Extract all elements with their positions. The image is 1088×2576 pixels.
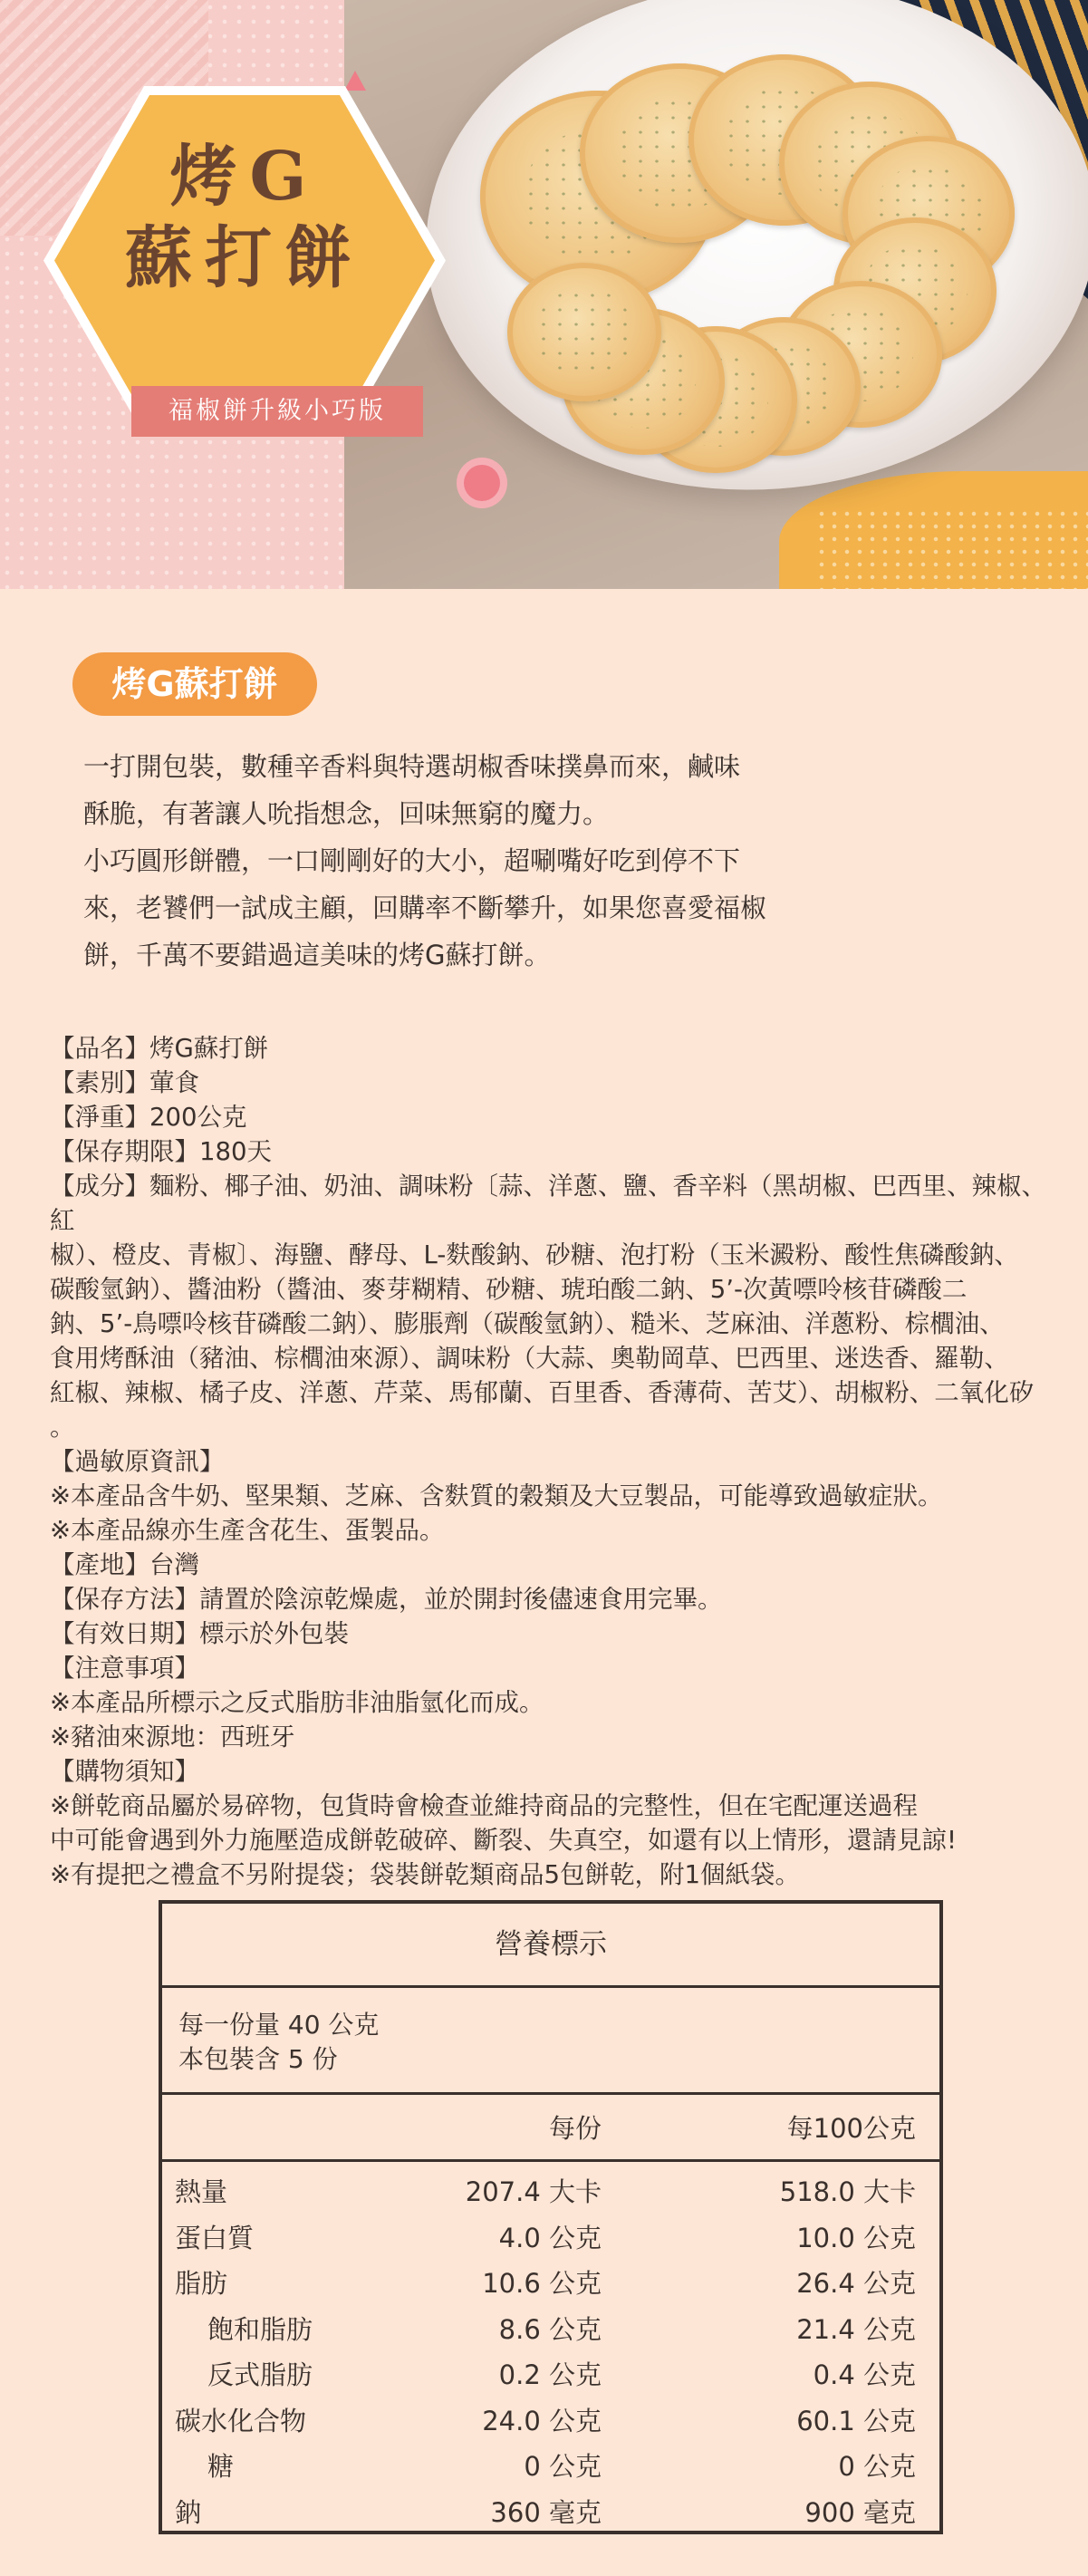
- header-per-100g: 每100公克: [786, 2113, 916, 2144]
- nutrition-row: [162, 2489, 939, 2535]
- per-serving-value: 207.4 大卡: [465, 2176, 602, 2207]
- per-serving-value: 0 公克: [524, 2451, 602, 2482]
- info-line: ※本產品所標示之反式脂肪非油脂氫化而成。: [50, 1688, 544, 1717]
- nutrient-name: 反式脂肪: [207, 2359, 313, 2390]
- serving-size: 每一份量 40 公克: [178, 2010, 380, 2040]
- info-line: 中可能會遇到外力施壓造成餅乾破碎、斷裂、失真空，如還有以上情形，還請見諒!: [50, 1826, 958, 1855]
- info-line: 【素別】葷食: [50, 1068, 199, 1097]
- section-title-pill: 烤G蘇打餅: [72, 652, 317, 716]
- circle-decoration: [464, 465, 500, 501]
- info-line: ※餅乾商品屬於易碎物，包貨時會檢查並維持商品的完整性，但在宅配運送過程: [50, 1791, 919, 1820]
- nutrient-name: 蛋白質: [175, 2222, 255, 2253]
- nutrition-row: [162, 2443, 939, 2489]
- per-100g-value: 60.1 公克: [796, 2405, 916, 2436]
- yellow-dot-pattern: [815, 507, 1088, 589]
- hero-banner: [0, 0, 1088, 589]
- nutrient-name: 鈉: [175, 2496, 202, 2528]
- per-100g-value: 518.0 大卡: [779, 2176, 916, 2207]
- info-line: 。: [50, 1413, 75, 1442]
- nutrition-row: [162, 2398, 939, 2444]
- nutrition-row: [162, 2168, 939, 2214]
- per-100g-value: 26.4 公克: [796, 2268, 916, 2299]
- info-line: 鈉、5’-鳥嘌呤核苷磷酸二鈉）、膨脹劑（碳酸氫鈉）、糙米、芝麻油、洋蔥粉、棕櫚油、: [50, 1309, 1005, 1338]
- info-line: ※豬油來源地：西班牙: [50, 1722, 295, 1751]
- per-serving-value: 360 毫克: [490, 2496, 602, 2528]
- info-line: 【有效日期】標示於外包裝: [50, 1619, 349, 1648]
- intro-text: [83, 743, 899, 979]
- intro-line: 一打開包裝，數種辛香料與特選胡椒香味撲鼻而來，鹹味: [83, 751, 741, 782]
- product-title-line1: 烤G: [169, 138, 320, 216]
- per-100g-value: 10.0 公克: [796, 2222, 916, 2253]
- nutrition-row: [162, 2351, 939, 2398]
- product-title: [54, 136, 435, 299]
- intro-line: 餅，千萬不要錯過這美味的烤G蘇打餅。: [83, 940, 551, 970]
- info-line: 【保存期限】180天: [50, 1137, 272, 1166]
- info-line: 椒）、橙皮、青椒〕、海鹽、酵母、L-麩酸鈉、砂糖、泡打粉（玉米澱粉、酸性焦磷酸鈉、: [50, 1240, 1019, 1269]
- nutrient-name: 飽和脂肪: [207, 2313, 313, 2345]
- nutrition-title: 營養標示: [162, 1904, 939, 1988]
- per-serving-value: 10.6 公克: [482, 2268, 602, 2299]
- product-title-line2: 蘇打餅: [125, 219, 364, 297]
- per-serving-value: 4.0 公克: [498, 2222, 602, 2253]
- nutrition-row: [162, 2214, 939, 2261]
- nutrient-name: 熱量: [175, 2176, 228, 2207]
- info-line: 【保存方法】請置於陰涼乾燥處，並於開封後儘速食用完畢。: [50, 1585, 723, 1614]
- per-serving-value: 0.2 公克: [498, 2359, 602, 2390]
- servings-per-pack: 本包裝含 5 份: [178, 2044, 338, 2074]
- per-100g-value: 0.4 公克: [813, 2359, 916, 2390]
- subtitle-badge: 福椒餅升級小巧版: [131, 386, 423, 437]
- per-100g-value: 21.4 公克: [796, 2313, 916, 2345]
- per-serving-value: 24.0 公克: [482, 2405, 602, 2436]
- per-serving-value: 8.6 公克: [498, 2313, 602, 2345]
- nutrient-name: 碳水化合物: [175, 2405, 307, 2436]
- intro-line: 來，老饕們一試成主顧，回購率不斷攀升，如果您喜愛福椒: [83, 892, 767, 923]
- info-line: 【品名】烤G蘇打餅: [50, 1034, 269, 1063]
- info-line: 【購物須知】: [50, 1757, 199, 1786]
- nutrition-header-row: [162, 2092, 939, 2162]
- header-per-serving: 每份: [548, 2113, 602, 2144]
- serving-info: [162, 1985, 939, 2095]
- info-line: 碳酸氫鈉）、醬油粉（醬油、麥芽糊精、砂糖、琥珀酸二鈉、5’-次黃嘌呤核苷磷酸二: [50, 1275, 968, 1304]
- per-100g-value: 900 毫克: [804, 2496, 916, 2528]
- nutrition-row: [162, 2260, 939, 2306]
- product-info-list: [50, 1031, 1055, 1892]
- info-line: 紅椒、辣椒、橘子皮、洋蔥、芹菜、馬郁蘭、百里香、香薄荷、苦艾）、胡椒粉、二氧化矽: [50, 1378, 1035, 1407]
- triangle-decoration: [344, 71, 366, 91]
- info-line: ※有提把之禮盒不另附提袋；袋裝餅乾類商品5包餅乾，附1個紙袋。: [50, 1860, 801, 1889]
- nutrient-name: 脂肪: [175, 2268, 228, 2299]
- info-line: 【產地】台灣: [50, 1550, 199, 1579]
- cracker-image: [507, 263, 661, 401]
- info-line: ※本產品線亦生產含花生、蛋製品。: [50, 1516, 445, 1545]
- nutrition-row: [162, 2306, 939, 2352]
- info-line: 【注意事項】: [50, 1654, 199, 1683]
- nutrition-table: [159, 1900, 943, 2534]
- intro-line: 酥脆，有著讓人吮指想念，回味無窮的魔力。: [83, 798, 610, 829]
- info-line: 食用烤酥油（豬油、棕櫚油來源）、調味粉（大蒜、奧勒岡草、巴西里、迷迭香、羅勒、: [50, 1344, 1009, 1373]
- per-100g-value: 0 公克: [838, 2451, 916, 2482]
- nutrient-name: 糖: [207, 2451, 235, 2482]
- info-line: 【成分】麵粉、椰子油、奶油、調味粉〔蒜、洋蔥、鹽、香辛料（黑胡椒、巴西里、辣椒、紅: [50, 1172, 1046, 1235]
- info-line: ※本產品含牛奶、堅果類、芝麻、含麩質的穀類及大豆製品，可能導致過敏症狀。: [50, 1481, 943, 1510]
- info-line: 【淨重】200公克: [50, 1103, 247, 1132]
- nutrition-rows: [162, 2168, 939, 2534]
- info-line: 【過敏原資訊】: [50, 1447, 225, 1476]
- intro-line: 小巧圓形餅體，一口剛剛好的大小，超唰嘴好吃到停不下: [83, 845, 741, 876]
